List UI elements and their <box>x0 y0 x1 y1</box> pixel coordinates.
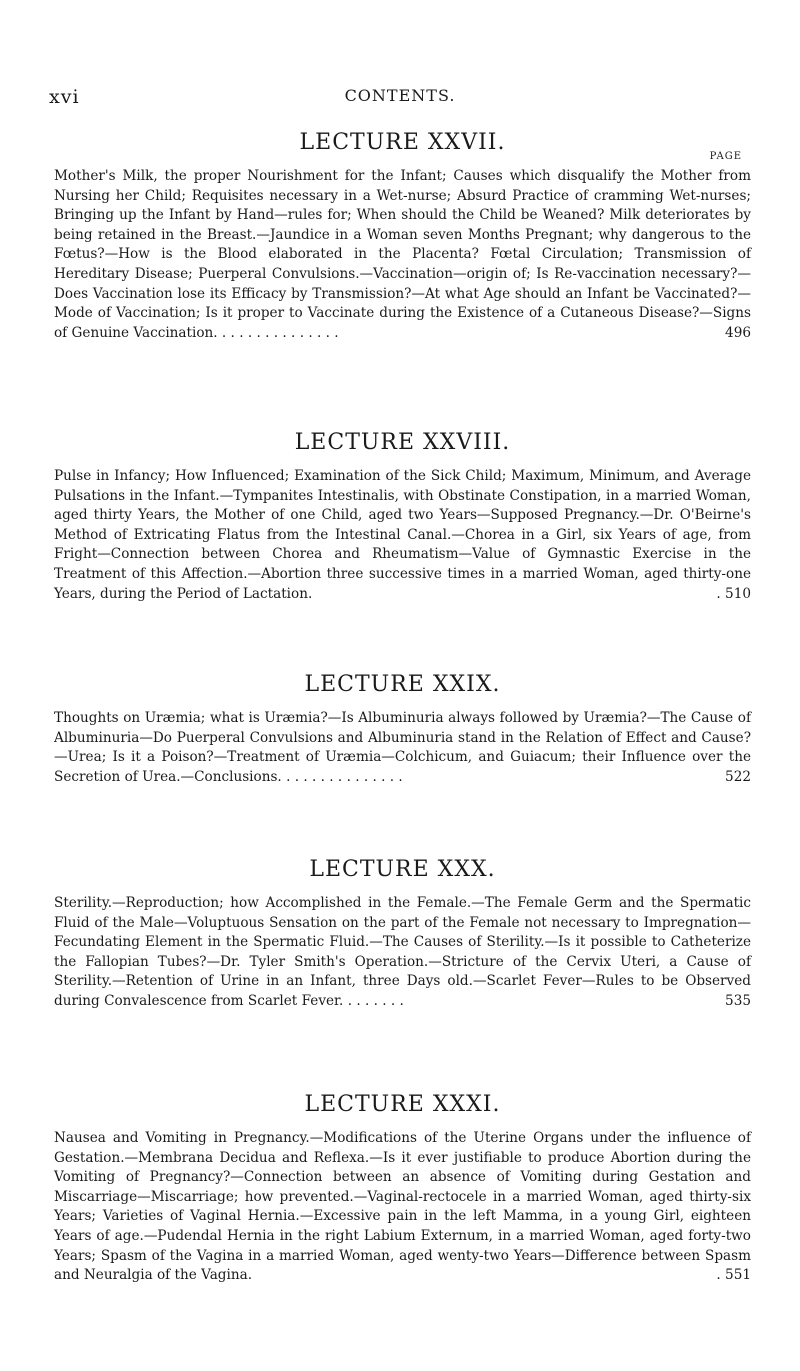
lecture-entry <box>54 1092 751 1286</box>
lecture-entry <box>54 672 751 787</box>
page-number: xvi <box>49 86 80 108</box>
lecture-summary <box>54 709 751 787</box>
page-reference: 496 <box>719 324 751 344</box>
page-reference: . 551 <box>710 1266 751 1286</box>
lecture-summary <box>54 467 751 604</box>
lecture-title: LECTURE XXVIII. <box>294 430 511 455</box>
lecture-entry <box>54 130 751 343</box>
summary-text: Pulse in Infancy; How Influenced; Examination of the Sick Child; Maximum, Minimum, and Average Pulsations in the Infant.—Tympanites Intestinalis, with Obstinate Constipation, in a married Woman, aged thirty Years, the Mother of one Child, aged two Years—Supposed Pregnancy.—Dr. O'Beirne's Method of Extricating Flatus from the Intestinal Canal.—Chorea in a Girl, six Years of age, from Fright—Connection between Chorea and Rheumatism—Value of Gymnastic Exercise in the Treatment of this Affection.—Abortion three successive times in a married Woman, aged thirty-one Years, during the Period of Lactation. <box>54 468 751 602</box>
lecture-entry <box>54 857 751 1012</box>
running-head <box>49 86 751 108</box>
summary-text: Mother's Milk, the proper Nourishment for the Infant; Causes which disqualify the Mother from Nursing her Child; Requisites necessary in a Wet-nurse; Absurd Practice of cramming Wet-nurses; Bringing up the Infant by Hand—rules for; When should the Child be Weaned? Milk deteriorates by being retained in the Breast.—Jaundice in a Woman seven Months Pregnant; why dangerous to the Fœtus?—How is the Blood elaborated in the Placenta? Fœtal Circulation; Transmission of Hereditary Disease; Puerperal Convulsions.—Vaccination—origin of; Is Re-vaccination necessary?—Does Vaccination lose its Efficacy by Transmission?—At what Age should an Infant be Vaccinated?—Mode of Vaccination; Is it proper to Vaccinate during the Existence of a Cutaneous Disease?—Signs of Genuine Vaccination. . . . . . . . . . . . . . . <box>54 168 751 341</box>
page-reference: 522 <box>719 768 751 788</box>
lecture-title: LECTURE XXVII. <box>299 130 506 155</box>
lecture-title: LECTURE XXX. <box>309 857 496 882</box>
summary-text: Nausea and Vomiting in Pregnancy.—Modifications of the Uterine Organs under the influence of Gestation.—Membrana Decidua and Reflexa.—Is it ever justifiable to produce Abortion during the Vomiting of Pregnancy?—Connection between an absence of Vomiting during Gestation and Miscarriage—Miscarriage; how prevented.—Vaginal-rectocele in a married Woman, aged thirty-six Years; Varieties of Vaginal Hernia.—Excessive pain in the left Mamma, in a young Girl, eighteen Years of age.—Pudendal Hernia in the right Labium Externum, in a married Woman, aged forty-two Years; Spasm of the Vagina in a married Woman, aged wenty-two Years—Difference between Spasm and Neuralgia of the Vagina. <box>54 1130 751 1284</box>
page-reference: . 510 <box>710 585 751 605</box>
page-column-label: PAGE <box>709 151 742 162</box>
lecture-title: LECTURE XXIX. <box>304 672 501 697</box>
lecture-title: LECTURE XXXI. <box>304 1092 501 1117</box>
lecture-summary <box>54 1129 751 1286</box>
lecture-summary <box>54 894 751 1012</box>
page-reference: 535 <box>719 992 751 1012</box>
page-title: CONTENTS. <box>344 86 456 105</box>
summary-text: Thoughts on Uræmia; what is Uræmia?—Is Albuminuria always followed by Uræmia?—The Cause of Albuminuria—Do Puerperal Convulsions and Albuminuria stand in the Relation of Effect and Cause?—Urea; Is it a Poison?—Treatment of Uræmia—Colchicum, and Guiacum; their Influence over the Secretion of Urea.—Conclusions. . . . . . . . . . . . . . . <box>54 710 751 785</box>
summary-text: Sterility.—Reproduction; how Accomplished in the Female.—The Female Germ and the Spermatic Fluid of the Male—Voluptuous Sensation on the part of the Female not necessary to Impregnation—Fecundating Element in the Spermatic Fluid.—The Causes of Sterility.—Is it possible to Catheterize the Fallopian Tubes?—Dr. Tyler Smith's Operation.—Stricture of the Cervix Uteri, a Cause of Sterility.—Retention of Urine in an Infant, three Days old.—Scarlet Fever—Rules to be Observed during Convalescence from Scarlet Fever. . . . . . . . <box>54 895 751 1009</box>
lecture-entry <box>54 430 751 604</box>
lecture-summary <box>54 167 751 343</box>
